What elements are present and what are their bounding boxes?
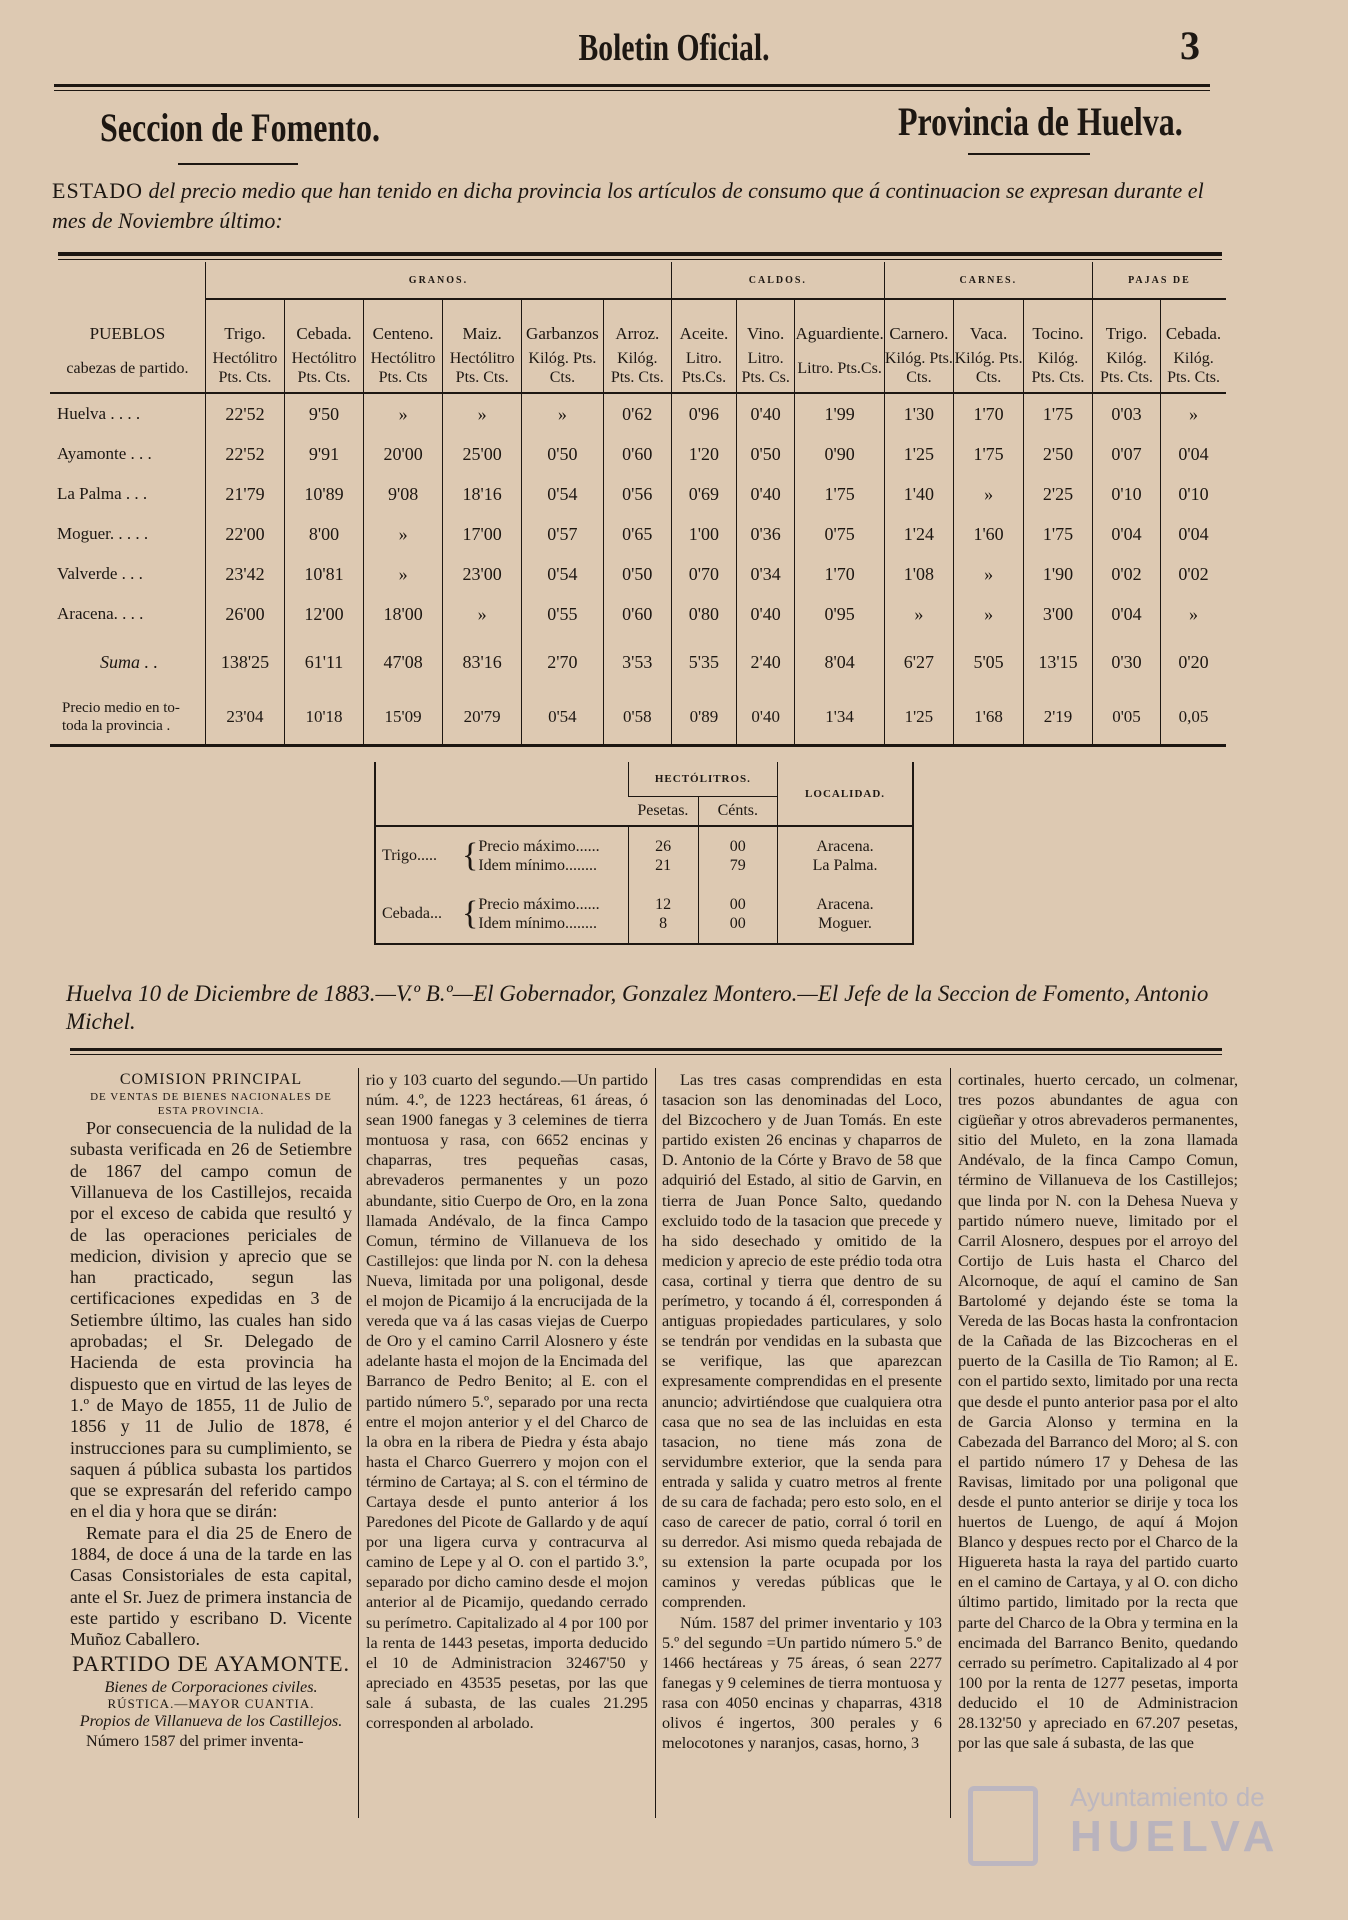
price-cell: 0'75 (795, 514, 884, 554)
price-cell: 22'52 (205, 434, 284, 474)
trigo-min-pesetas: 21 (655, 857, 672, 874)
price-cell: » (1161, 594, 1226, 634)
col-header: Aceite. (671, 299, 736, 344)
row-label: Suma . . (100, 651, 158, 672)
cebada-min-cents: 00 (729, 915, 746, 932)
pueblos-header: PUEBLOS (89, 324, 166, 343)
propios-heading: Propios de Villanueva de los Castillejos. (79, 1711, 343, 1730)
price-cell: 0'56 (603, 474, 671, 514)
archive-stamp-line1: Ayuntamiento de (1070, 1782, 1265, 1812)
price-cell: » (364, 393, 443, 434)
pesetas-header: Pesetas. (628, 797, 698, 827)
price-cell: 0'10 (1092, 474, 1160, 514)
price-cell: » (443, 594, 522, 634)
price-cell: 1'70 (954, 393, 1024, 434)
unit-header: Kilóg. Pts. Cts. (1161, 344, 1226, 393)
commission-subheading-2: ESTA PROVINCIA. (157, 1105, 265, 1118)
price-cell: 17'00 (443, 514, 522, 554)
column-3 (662, 1070, 942, 1753)
max-label: Precio máximo...... (478, 838, 600, 855)
price-cell: 1'68 (954, 690, 1024, 746)
price-cell: 0'60 (603, 434, 671, 474)
price-cell: 0'04 (1092, 594, 1160, 634)
extremes-table (374, 762, 914, 945)
price-cell: 8'04 (795, 634, 884, 690)
price-cell: 0'70 (671, 554, 736, 594)
paragraph: Por consecuencia de la nulidad de la subasta verificada en 26 de Setiembre de 1867 del campo comun de Villanueva de los Castillejos, recaida por el exceso de cabida que resultó y de las operaciones periciales de medicion, division y aprecio que se han practicado, segun las certificaciones expedidas en 3 de Setiembre último, las cuales han sido aprobadas; el Sr. Delegado de Hacienda de esta provincia ha dispuesto que en virtud de las leyes de 1.º de Mayo de 1855, 11 de Julio de 1856 y 11 de Julio de 1878, é instrucciones para su cumplimiento, se saquen á pública subasta los partidos que se expresarán del referido campo en el dia y hora que se dirán: (70, 1118, 352, 1522)
price-cell: 0'50 (603, 554, 671, 594)
price-cell: 0'57 (522, 514, 603, 554)
bottom-section-rule (70, 1048, 1222, 1051)
paragraph: rio y 103 cuarto del segundo.—Un partido núm. 4.º, de 1223 hectáreas, 61 áreas, ó sean 1900 fanegas y 3 celemines de tierra montuosa y rasa, con 6652 encinas y chaparras, tres pequeñas casas, abrevaderos permanentes y un pozo abundante, sitio Cuerpo de Oro, en la zona llamada Andévalo, de la finca Campo Comun, término de Villanueva de los Castillejos: que linda por N. con la dehesa Nueva, limitada por una poligonal, desde el mojon de Picamijo á la encrucijada de la vereda que va á las casas viejas de Cuerpo de Oro y el camino Carril Alosnero y éste adelante hasta el mojon de la Encimada del Barranco de Pedro Benito; al E. con el partido número 5.º, separado por una recta entre el mojon anterior y el del Charco de la obra en la ribera de Piedra y ésta abajo hasta el Charco Guerrero y mojon con el término de Cartaya; al S. con el término de Cartaya desde el punto anterior á los Paredones del Picote de Gallardo y de aquí por una ligera curva y contracurva al camino de Lepe y al O. con el partido 3.º, separado por dicho camino desde el mojon anterior al de Picamijo, quedando cerrado su perímetro. Capitalizado al 4 por 100 por la renta de 1443 pesetas, importa deducido el 10 de Administracion 32467'50 y apreciado en 43535 pesetas, por las que sale á subasta, de las cuales 21.295 corresponden al arbolado. (366, 1071, 648, 1732)
price-cell: 0'58 (603, 690, 671, 746)
price-cell: 1'60 (954, 514, 1024, 554)
sum-row (50, 634, 1226, 690)
price-cell: » (522, 393, 603, 434)
price-cell: 23'00 (443, 554, 522, 594)
price-cell: 1'25 (884, 690, 953, 746)
col-header: Cebada. (1161, 299, 1226, 344)
price-cell: 2'50 (1024, 434, 1093, 474)
table-row (50, 594, 1226, 634)
column-2 (366, 1070, 648, 1733)
price-cell: 1'90 (1024, 554, 1093, 594)
min-label: Idem mínimo........ (478, 857, 597, 874)
paragraph: cortinales, huerto cercado, un colmenar, tres pozos abundantes de agua con cigüeñar y otros abrevaderos permanentes, sitio del Muleto, en la zona llamada Andévalo, de la finca Campo Comun, término de Villanueva de los Castillejos; que linda por N. con la Dehesa Nueva y partido número nueve, limitado por el Carril Alosnero, despues por el arroyo del Cortijo de Luis hasta el Charco del Alcornoque, de aquí el camino de San Bartolomé y dejando éste se toma la Vereda de las Bocas hasta la confrontacion de la Cañada de las Bizcocheras en el puerto de la Casilla de Tio Ramon; al E. con el partido sexto, limitado por una recta que desde el punto anterior pasa por el alto de Garcia Alonso y termina en la Cabezada del Barranco del Moro; al S. con el partido número 17 y Dehesa de las Ravisas, limitado por una poligonal que desde el punto anterior se dirije y toca los huertos de Luengo, de aquí á Mojon Blanco y despues recto por el Charco de la Higuereta hasta la raya del partido cuarto en el camino de Cartaya, y al O. con dicho último partido, limitado por la recta que parte del Charco de la Obra y termina en la encimada del Barranco Benito, quedando cerrado su perímetro. Capitalizado al 4 por 100 por la renta de 1277 pesetas, importa deducido el 10 de Administracion 28.132'50 y apreciado en 67.207 pesetas, por las que sale á subasta, de las que (958, 1071, 1238, 1753)
price-cell: 1'70 (795, 554, 884, 594)
price-cell: 83'16 (443, 634, 522, 690)
unit-header: Hectólitro Pts. Cts. (443, 344, 522, 393)
price-cell: 0'80 (671, 594, 736, 634)
unit-header: Hectólitro Pts. Cts (364, 344, 443, 393)
price-cell: 0'65 (603, 514, 671, 554)
table-row (50, 434, 1226, 474)
rustica-heading: RÚSTICA.—MAYOR CUANTIA. (107, 1695, 315, 1711)
cebada-max-pesetas: 12 (655, 896, 672, 913)
price-cell: 15'09 (364, 690, 443, 746)
price-cell: 2'70 (522, 634, 603, 690)
price-cell: 10'89 (284, 474, 363, 514)
paragraph: Número 1587 del primer inventa- (86, 1731, 304, 1750)
price-cell: 1'30 (884, 393, 953, 434)
price-cell: 0'20 (1161, 634, 1226, 690)
price-cell: 0'54 (522, 474, 603, 514)
price-cell: » (884, 594, 953, 634)
price-cell: 0'04 (1161, 434, 1226, 474)
column-4 (958, 1070, 1238, 1753)
price-cell: 0'55 (522, 594, 603, 634)
col-header: Centeno. (364, 299, 443, 344)
price-cell: 9'08 (364, 474, 443, 514)
price-cell: 0'07 (1092, 434, 1160, 474)
cebada-label: Cebada... (382, 905, 442, 922)
row-label: La Palma . . . (57, 484, 148, 503)
unit-header: Hectólitro Pts. Cts. (284, 344, 363, 393)
price-cell: 138'25 (205, 634, 284, 690)
page-header-title: Boletin Oficial. (578, 27, 770, 69)
price-cell: 0'40 (736, 474, 795, 514)
trigo-max-pesetas: 26 (655, 838, 672, 855)
price-cell: 2'25 (1024, 474, 1093, 514)
min-label: Idem mínimo........ (478, 915, 597, 932)
col-header: Maiz. (443, 299, 522, 344)
price-cell: 3'53 (603, 634, 671, 690)
cebada-label-cell (375, 885, 628, 944)
price-cell: 2'40 (736, 634, 795, 690)
price-cell: 0'60 (603, 594, 671, 634)
price-cell: 18'00 (364, 594, 443, 634)
ornament-rule-left (178, 163, 298, 165)
trigo-min-cents: 79 (729, 857, 746, 874)
price-cell: 0'40 (736, 594, 795, 634)
price-cell: 1'75 (954, 434, 1024, 474)
price-cell: 22'00 (205, 514, 284, 554)
price-cell: » (364, 554, 443, 594)
price-cell: 1'75 (795, 474, 884, 514)
price-cell: » (954, 474, 1024, 514)
localidad-header: LOCALIDAD. (778, 762, 913, 826)
brace: { (462, 895, 479, 932)
cabezas-header: cabezas de partido. (50, 344, 205, 393)
trigo-label: Trigo..... (382, 847, 437, 864)
paragraph: Remate para el dia 25 de Enero de 1884, de doce á una de la tarde en las Casas Consistoriales de esta capital, ante el Sr. Juez de primera instancia de este partido y escribano D. Vicente Muñoz Caballero. (70, 1522, 352, 1650)
price-cell: 0'36 (736, 514, 795, 554)
col-header: Cebada. (284, 299, 363, 344)
price-cell: 1'24 (884, 514, 953, 554)
price-cell: 0'50 (522, 434, 603, 474)
price-cell: » (1161, 393, 1226, 434)
unit-header: Litro. Pts.Cs. (795, 344, 884, 393)
unit-header: Hectólitro Pts. Cts. (205, 344, 284, 393)
col-header: Vaca. (954, 299, 1024, 344)
price-cell: 3'00 (1024, 594, 1093, 634)
bottom-section-rule-thin (70, 1054, 1222, 1055)
price-cell: 8'00 (284, 514, 363, 554)
header-rule (54, 84, 1210, 87)
bienes-heading: Bienes de Corporaciones civiles. (104, 1677, 318, 1696)
ornament-rule-right (968, 153, 1090, 155)
brace: { (462, 837, 479, 874)
price-cell: 0'50 (736, 434, 795, 474)
trigo-label-cell (375, 826, 628, 885)
group-carnes: CARNES. (884, 262, 1092, 299)
price-cell: 0'54 (522, 690, 603, 746)
price-cell: 10'18 (284, 690, 363, 746)
partido-heading: PARTIDO DE AYAMONTE. (71, 1650, 351, 1676)
group-granos: GRANOS. (205, 262, 671, 299)
price-cell: 0'54 (522, 554, 603, 594)
col-header: Aguardiente. (795, 299, 884, 344)
price-table (50, 262, 1226, 747)
row-label: Precio medio en to- toda la provincia . (50, 690, 205, 746)
col-header: Trigo. (1092, 299, 1160, 344)
price-cell: 1'34 (795, 690, 884, 746)
section-title-provincia: Provincia de Huelva. (898, 99, 1183, 144)
hect-header: HECTÓLITROS. (628, 762, 777, 797)
table-body (50, 393, 1226, 746)
col-header: Arroz. (603, 299, 671, 344)
table-top-rule (58, 252, 1222, 256)
price-cell: 0'30 (1092, 634, 1160, 690)
col-header: Vino. (736, 299, 795, 344)
price-cell: 0'96 (671, 393, 736, 434)
unit-header: Litro. Pts.Cs. (671, 344, 736, 393)
unit-header: Kilóg. Pts. Cts. (954, 344, 1024, 393)
price-cell: 0'05 (1092, 690, 1160, 746)
price-cell: » (364, 514, 443, 554)
col-header: Garbanzos (522, 299, 603, 344)
cebada-min-loc: Moguer. (818, 915, 872, 932)
price-cell: 23'42 (205, 554, 284, 594)
unit-header: Kilóg. Pts. Cts. (884, 344, 953, 393)
max-label: Precio máximo...... (478, 896, 600, 913)
unit-header: Litro. Pts. Cs. (736, 344, 795, 393)
section-title-fomento: Seccion de Fomento. (100, 105, 380, 150)
price-cell: 5'05 (954, 634, 1024, 690)
price-cell: 1'00 (671, 514, 736, 554)
price-cell: 21'79 (205, 474, 284, 514)
average-row (50, 690, 1226, 746)
trigo-max-loc: Aracena. (816, 838, 874, 855)
row-label: Ayamonte . . . (57, 444, 152, 463)
price-cell: 1'75 (1024, 514, 1093, 554)
archive-logo (968, 1786, 1038, 1866)
table-row (50, 474, 1226, 514)
price-cell: 25'00 (443, 434, 522, 474)
table-top-rule-thin (58, 259, 1222, 260)
column-divider (950, 1068, 951, 1818)
price-cell: 0'89 (671, 690, 736, 746)
column-divider (655, 1068, 656, 1818)
price-cell: 23'04 (205, 690, 284, 746)
price-cell: 0'90 (795, 434, 884, 474)
price-cell: 2'19 (1024, 690, 1093, 746)
price-cell: 22'52 (205, 393, 284, 434)
col-header: Tocino. (1024, 299, 1093, 344)
price-cell: 1'25 (884, 434, 953, 474)
price-cell: 0'40 (736, 393, 795, 434)
col-header: Trigo. (205, 299, 284, 344)
price-cell: 26'00 (205, 594, 284, 634)
price-cell: » (954, 554, 1024, 594)
cebada-max-loc: Aracena. (816, 896, 874, 913)
intro-lead: ESTADO (52, 178, 144, 203)
price-cell: 1'08 (884, 554, 953, 594)
price-cell: 0'02 (1092, 554, 1160, 594)
price-cell: 5'35 (671, 634, 736, 690)
price-cell: 0'95 (795, 594, 884, 634)
unit-header: Kilóg. Pts. Cts. (1092, 344, 1160, 393)
signature-line: Huelva 10 de Diciembre de 1883.—V.º B.º—El Gobernador, Gonzalez Montero.—El Jefe de la Seccion de Fomento, Antonio Michel. (66, 981, 1209, 1034)
commission-subheading: DE VENTAS DE BIENES NACIONALES DE (90, 1091, 332, 1104)
price-cell: 1'20 (671, 434, 736, 474)
price-cell: 12'00 (284, 594, 363, 634)
price-cell: 0'62 (603, 393, 671, 434)
column-divider (358, 1068, 359, 1818)
column-1 (70, 1070, 352, 1751)
price-cell: 1'99 (795, 393, 884, 434)
paragraph: Núm. 1587 del primer inventario y 103 5.º del segundo =Un partido número 5.º de 1466 hectáreas y 75 áreas, ó sean 2277 fanegas y 9 celemines de tierra montuosa y rasa con 4050 encinas y chaparras, 4318 olivos é ingertos, 300 perales y 6 melocotones y naranjos, casas, horno, 3 (662, 1613, 942, 1753)
cents-header: Cénts. (698, 797, 778, 827)
price-cell: 61'11 (284, 634, 363, 690)
row-label: Aracena. . . . (57, 604, 144, 623)
price-cell: 0'69 (671, 474, 736, 514)
price-cell: 0'10 (1161, 474, 1226, 514)
price-cell: 9'50 (284, 393, 363, 434)
price-cell: 0'04 (1092, 514, 1160, 554)
archive-stamp-line2: HUELVA (1070, 1812, 1281, 1861)
unit-header: Kilóg. Pts. Cts. (603, 344, 671, 393)
paragraph: Las tres casas comprendidas en esta tasacion son las denominadas del Loco, del Bizcochero y de Juan Tomás. En este partido existen 26 encinas y chaparros de D. Antonio de la Córte y Bravo de 58 que adquirió del Estado, al sitio de Garvin, en tierra de Juan Ponce Salto, quedando excluido todo de la tasacion que precede y ha sido desechado y omitido de la medicion y aprecio de este prédio toda otra casa, cortinal y tierra que dentro de su perímetro, y tocando á él, corresponden á antiguas propiedades particulares, y solo se tendrán por vendidas en la subasta que se verifique, las que aparezcan expresamente comprendidas en el presente anuncio; advirtiéndose que cualquiera otra casa que no sea de las incluidas en esta tasacion, no tiene más zona de servidumbre exterior, que la senda para entrada y salida y cuatro metros al frente de su cara de fachada; pero esto solo, en el caso de carecer de patio, corral ó toril en su derredor. Asi mismo queda rebajada de su extension la parte ocupada por los caminos y veredas públicas que le comprenden. (662, 1071, 942, 1612)
price-cell: 20'79 (443, 690, 522, 746)
page-number: 3 (1180, 23, 1200, 68)
trigo-min-loc: La Palma. (812, 857, 878, 874)
row-label: Valverde . . . (57, 564, 143, 583)
price-cell: 0'04 (1161, 514, 1226, 554)
price-cell: 1'40 (884, 474, 953, 514)
table-row (50, 514, 1226, 554)
price-cell: 13'15 (1024, 634, 1093, 690)
group-caldos: CALDOS. (671, 262, 884, 299)
price-cell: 18'16 (443, 474, 522, 514)
price-cell: 1'75 (1024, 393, 1093, 434)
unit-header: Kilóg. Pts. Cts. (522, 344, 603, 393)
intro-paragraph (52, 176, 1232, 236)
intro-text: del precio medio que han tenido en dicha provincia los artículos de consumo que á continuacion se expresan durante el mes de Noviembre último: (52, 178, 1204, 233)
cebada-min-pesetas: 8 (659, 915, 668, 932)
price-cell: 0,05 (1161, 690, 1226, 746)
col-header: Carnero. (884, 299, 953, 344)
price-cell: 0'40 (736, 690, 795, 746)
price-cell: 0'03 (1092, 393, 1160, 434)
row-label: Huelva . . . . (57, 404, 141, 423)
price-cell: » (954, 594, 1024, 634)
price-cell: » (443, 393, 522, 434)
group-pajas: PAJAS DE (1092, 262, 1226, 299)
trigo-max-cents: 00 (729, 838, 746, 855)
price-cell: 6'27 (884, 634, 953, 690)
price-cell: 9'91 (284, 434, 363, 474)
row-label: Moguer. . . . . (57, 524, 149, 543)
price-cell: 0'02 (1161, 554, 1226, 594)
price-cell: 10'81 (284, 554, 363, 594)
table-row (50, 393, 1226, 434)
unit-header: Kilóg. Pts. Cts. (1024, 344, 1093, 393)
header-rule-thin (54, 90, 1210, 91)
table-row (50, 554, 1226, 594)
commission-heading: COMISION PRINCIPAL (119, 1071, 303, 1088)
price-cell: 47'08 (364, 634, 443, 690)
cebada-max-cents: 00 (729, 896, 746, 913)
price-cell: 20'00 (364, 434, 443, 474)
price-cell: 0'34 (736, 554, 795, 594)
